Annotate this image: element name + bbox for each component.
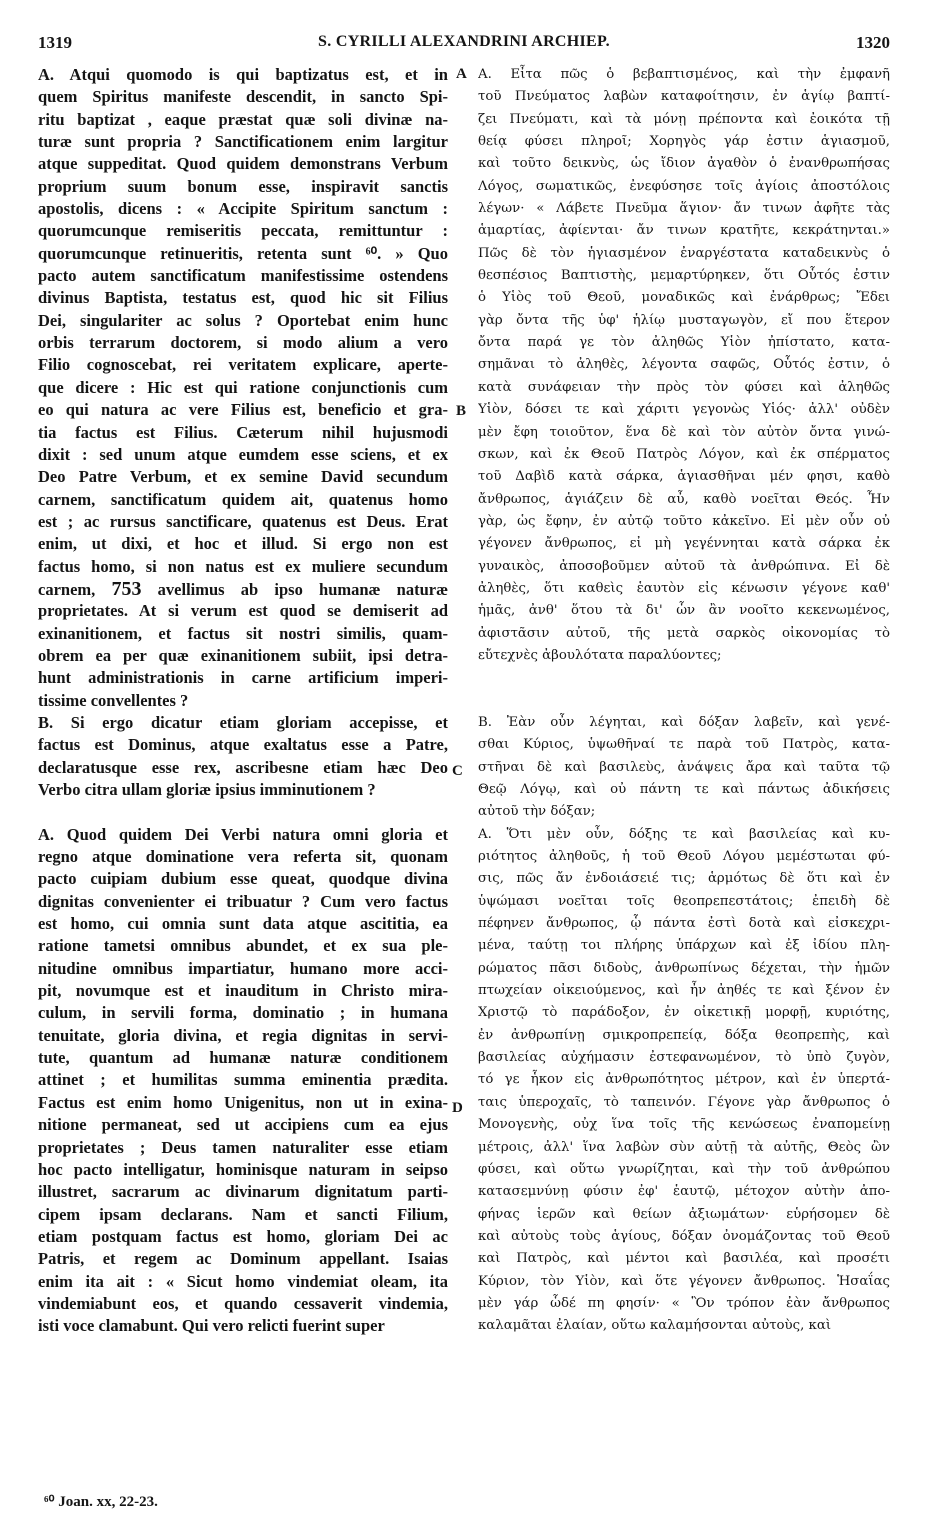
text-line: γέγονεν ἄνθρωπος, εἰ μὴ γεγέννηται κατὰ σάρκα ἐκ bbox=[478, 536, 890, 552]
text-line: Verbo citra ullam gloriæ ipsius imminutionem ? bbox=[38, 780, 376, 799]
text-line: divinus Baptista, testatus est, quod hic sit Filius bbox=[38, 288, 448, 308]
text-line: eo qui natura ac vere Filius est, beneficio et gra- bbox=[38, 400, 448, 420]
column-number-marker: 753 bbox=[111, 577, 142, 600]
text-line: etiam postquam factus est homo, gloriam Dei ac bbox=[38, 1226, 448, 1246]
text-line: ρώματος πᾶσι διδοὺς, ἀνθρωπίνως δέχεται, τὴν ἡμῶν bbox=[478, 960, 890, 976]
text-line: est homo, cui omnia sunt data atque ascititia, ea bbox=[38, 914, 448, 934]
text-line bbox=[478, 690, 890, 712]
text-line: βασιλείας αὐχήμασιν ἐστεφανωμένον, τὸ ὑπὸ ζυγὸν, bbox=[478, 1050, 890, 1066]
text-line: B. Si ergo dicatur etiam gloriam accepisse, et bbox=[38, 712, 448, 732]
text-line: τό γε ἧκον εἰς ἀνθρωπότητος μέτρον, καὶ ἐν ὑπερτά- bbox=[478, 1072, 890, 1088]
text-line: λέγων· « Λάβετε Πνεῦμα ἅγιον· ἄν τινων ἀφῆτε τὰς bbox=[478, 201, 890, 217]
text-line: attinet ; et humilitas summa eminentia prædita. bbox=[38, 1070, 448, 1090]
text-line: Θεῷ Λόγῳ, καὶ οὐ πάντη τε καὶ πάντως ἀδικήσεις bbox=[478, 782, 890, 797]
footnote: ⁶⁰ Joan. xx, 22-23. bbox=[44, 1494, 158, 1510]
text-line: Μονογενὴς, οὐχ ἵνα τοῖς τῆς κενώσεως ἐναπομείνῃ bbox=[478, 1117, 890, 1133]
text-line: μὲν γάρ ὧδέ πη φησίν· « Ὃν τρόπον ἐὰν ἄνθρωπος bbox=[478, 1295, 890, 1311]
text-line: pacto autem sanctificatum manifestissime ostendens bbox=[38, 266, 448, 286]
running-title: S. CYRILLI ALEXANDRINI ARCHIEP. bbox=[318, 33, 610, 50]
text-line: κατασεμνύνῃ φύσιν ἐφ' ἑαυτῷ, μέτοχον αὐτὴν ἀπο- bbox=[478, 1184, 890, 1200]
text-line: Β. Ἐὰν οὖν λέγηται, καὶ δόξαν λαβεῖν, καὶ γενέ- bbox=[478, 714, 890, 730]
text-line: dignitas convenienter ei tribuatur ? Cum vero factus bbox=[38, 891, 448, 911]
text-line: θείᾳ φύσει πληροῖ; Χορηγὸς γάρ ἐστιν ἁγιασμοῦ, bbox=[478, 134, 890, 150]
text-line: quem Spiritus manifeste descendit, in sancto Spi- bbox=[38, 87, 448, 107]
text-line: declaratusque esse rex, ascribesne etiam hæc Deo bbox=[38, 757, 448, 777]
text-line: culum, in servili forma, dominatio ; in humana bbox=[38, 1003, 448, 1023]
text-line: Χριστῷ τὸ παράδοξον, ἐν οἰκετικῇ μορφῇ, κυριότης, bbox=[478, 1005, 890, 1021]
page-number-left: 1319 bbox=[38, 33, 72, 52]
text-line: ἀληθὲς, ὅτι καθεὶς ἑαυτὸν εἰς κένωσιν γέγονε καθ' bbox=[478, 580, 890, 596]
text-line: ταις ὑπεροχαῖς, τὸ ταπεινόν. Γέγονε γὰρ ἄνθρωπος ὁ bbox=[478, 1094, 890, 1110]
running-header bbox=[38, 33, 890, 55]
text-line: quorumcunque remiseritis peccata, remittuntur : bbox=[38, 221, 448, 241]
text-line: ὄντα παρά γε τὸν ἀληθῶς Υἱὸν ἠπίστατο, κατα- bbox=[478, 335, 890, 351]
text-line: atque suppeditat. Quod quidem demonstrans Verbum bbox=[38, 154, 448, 174]
text-line: est ; ac rursus sanctificare, quatenus est Deus. Erat bbox=[38, 511, 448, 531]
text-line: γὰρ ὄντα τῆς ὑφ' ἡλίῳ μυσταγωγὸν, εἴ που ἕτερον bbox=[478, 312, 890, 328]
text-line: καὶ Πατρὸς, καὶ μέντοι καὶ βασιλέα, καὶ προσέτι bbox=[478, 1251, 890, 1267]
text-line: A. Atqui quomodo is qui baptizatus est, et in bbox=[38, 65, 448, 84]
text-line: regno atque dominatione vera referta sit, quonam bbox=[38, 847, 448, 867]
text-line: pacto cuipiam dubium esse queat, quodque divina bbox=[38, 869, 448, 889]
text-line: γὰρ, ὡς ἔφην, ἐν αὐτῷ τοῦτο κἀκεῖνο. Εἰ μὲν οὖν οὐ bbox=[478, 513, 890, 529]
text-line: nitione permaneat, sed ut accipiens cum ea ejus bbox=[38, 1115, 448, 1135]
text-line: Λόγος, σωματικῶς, ἐνεφύσησε τοῖς ἁγίοις ἀποστόλοις bbox=[478, 178, 890, 194]
text-line: tute, quantum ad humanæ naturæ conditionem bbox=[38, 1048, 448, 1068]
text-line: Filio cognoscebat, rei veritatem explicare, aperte- bbox=[38, 355, 448, 375]
text-line: A. Quod quidem Dei Verbi natura omni gloria et bbox=[38, 824, 448, 844]
text-line: ὑψώμασι νοεῖται τοῖς θεοπρεπεστάτοις; ἐπειδὴ δὲ bbox=[478, 893, 890, 909]
text-line: Deo Patre Verbum, et ex semine David secundum bbox=[38, 467, 448, 487]
text-line: γυναικὸς, ἀποσοβοῦμεν αὐτοῦ τὰ ἀνθρώπινα. Εἰ δὲ bbox=[478, 558, 890, 574]
text-line: φύσει, καὶ οὕτω γνωρίζηται, καὶ τὴν τοῦ ἀνθρώπου bbox=[478, 1161, 890, 1177]
text-line: Υἱὸν, δόσει τε καὶ χάριτι γεγονὼς Υἱός· ἀλλ' οὐδὲν bbox=[478, 402, 890, 418]
text-line: τοῦ Πνεύματος λαβὼν καταφοίτησιν, ἐν ἁγίῳ βαπτί- bbox=[478, 89, 890, 105]
text-line: quorumcunque retinueritis, retenta sunt ⁶⁰. » Quo bbox=[38, 243, 448, 263]
text-line: ἄνθρωπος, ἁγιάζειν δὲ αὖ, καθὸ νοεῖται Θεός. Ἦν bbox=[478, 491, 890, 507]
text-line: pit, novumque est et inauditum in Christo mira- bbox=[38, 981, 448, 1001]
latin-column bbox=[38, 64, 448, 1484]
text-line: στῆναι δὲ καὶ βασιλεὺς, ἀνάψεις ἄρα καὶ ταῦτα τῷ bbox=[478, 759, 890, 775]
text-line: θεσπέσιος Βαπτιστὴς, μεμαρτύρηκεν, ὅτι Οὗτός ἐστιν bbox=[478, 268, 890, 284]
text-line: tia factus est Filius. Cæterum nihil hujusmodi bbox=[38, 422, 448, 442]
text-line: proprietates ; Deus tamen naturaliter esse etiam bbox=[38, 1137, 448, 1157]
text-line: ἡμᾶς, ἀνθ' ὅτου τὰ δι' ὧν ἂν νοοῖτο κεκενωμένος, bbox=[478, 603, 890, 619]
text-line: ζει Πνεύματι, καὶ τὰ μόνῃ πρέποντα καὶ ἐοικότα τῇ bbox=[478, 111, 890, 127]
text-line: ὁ Υἱὸς τοῦ Θεοῦ, μοναδικῶς καὶ ἐνάρθρως; Ἔδει bbox=[478, 290, 890, 306]
text-line bbox=[38, 801, 448, 823]
margin-letter-a: A bbox=[456, 66, 467, 82]
text-line: μέτροις, ἀλλ' ἵνα λαβὼν σὺν αὐτῇ τὰ αὐτῆς, Θεὸς ὢν bbox=[478, 1139, 890, 1155]
text-line: proprietates. At si verum est quod se demiserit ad bbox=[38, 601, 448, 621]
text-line: obrem ea per quæ exinanitionem subiit, ipsi detra- bbox=[38, 645, 448, 665]
text-line: καὶ τοῦτο δεικνὺς, ὡς ἴδιον ἀγαθὸν ὁ ἐνανθρωπήσας bbox=[478, 156, 890, 172]
text-line: σημᾶναι τὸ ἀληθὲς, λέγοντα σαφῶς, Οὗτός ἐστιν, ὁ bbox=[478, 357, 890, 373]
text-line: illustret, sacrarum ac divinarum dignitatum parti- bbox=[38, 1182, 448, 1202]
text-line: σις, πῶς ἄν ἐνδοιάσειέ τις; ἁρμότως δὲ ὅτι καὶ ἐν bbox=[478, 871, 890, 887]
margin-letter-b: B bbox=[456, 403, 467, 419]
text-line: Patris, et regem ac Dominum appellant. Isaias bbox=[38, 1249, 448, 1269]
text-line: enim, ut dixi, et hoc et illud. Si ergo non est bbox=[38, 534, 448, 554]
text-line: orbis terrarum doctorem, si modo alium a vero bbox=[38, 333, 448, 353]
text-line: tenuitate, gloria divina, et regia dignitas in servi- bbox=[38, 1025, 448, 1045]
text-line: φήνας ἱερῶν καὶ θείων ἀξιωμάτων· εὑρήσομεν δὲ bbox=[478, 1206, 890, 1222]
text-line: carnem, sanctificatum quidem ait, quatenus homo bbox=[38, 489, 448, 509]
text-line: tissime convellentes ? bbox=[38, 690, 189, 710]
text-line: enim ita ait : « Sicut homo vindemiat oleam, ita bbox=[38, 1271, 448, 1291]
text-line: μὲν ἔφη τοιοῦτον, ἕνα δὲ καὶ τὸν αὐτὸν ὄντα γινώ- bbox=[478, 424, 890, 440]
text-line: Α. Εἶτα πῶς ὁ βεβαπτισμένος, καὶ τὴν ἐμφανῆ bbox=[478, 67, 890, 82]
text-line: καλαμᾶται ἐλαίαν, οὕτω καλαμήσονται αὐτοὺς, καὶ bbox=[478, 1318, 832, 1334]
text-line: cipem ipsam declarans. Nam et sancti Filium, bbox=[38, 1204, 448, 1224]
text-line: vindemiabunt eos, et quando cessaverit vindemia, bbox=[38, 1293, 448, 1313]
text-line: καὶ αὐτοὺς τοὺς ἁγίους, δόξαν ὀνομάζοντας τοῦ Θεοῦ bbox=[478, 1228, 890, 1244]
text-line: exinanitionem, et factus sit nostri similis, quam- bbox=[38, 623, 448, 643]
text-line: factus homo, si non natus est ex muliere secundum bbox=[38, 556, 448, 576]
text-line: hunt administrationis in carne artificium imperi- bbox=[38, 668, 448, 688]
text-line: Κύριον, τὸν Υἱὸν, καὶ ὅτε γέγονεν ἄνθρωπος. Ἡσαΐας bbox=[478, 1273, 890, 1289]
text-line: factus est Dominus, atque exaltatus esse a Patre, bbox=[38, 735, 448, 755]
text-line: τοῦ Δαβὶδ κατὰ σάρκα, ἁγιασθῆναι μέν φησι, καθὸ bbox=[478, 469, 890, 485]
text-line: que dicere : Hic est qui ratione conjunctionis cum bbox=[38, 377, 448, 397]
text-line: Πῶς δὲ τὸν ἡγιασμένον ἐναργέστατα καταδεικνὺς ὁ bbox=[478, 245, 890, 261]
text-line: isti voce clamabunt. Qui vero relicti fuerint super bbox=[38, 1316, 385, 1336]
text-line: κατὰ συνάφειαν τὴν πρὸς τὸν φύσει καὶ ἀληθῶς bbox=[478, 379, 890, 395]
text-line: apostolis, dicens : « Accipite Spiritum sanctum : bbox=[38, 199, 448, 219]
text-line: carnem, 753 avellimus ab ipso humanæ naturæ bbox=[38, 577, 448, 600]
text-line: ἐν ἀνθρωπίνῃ σμικροπρεπείᾳ, δόξα θεοπρεπὴς, καὶ bbox=[478, 1027, 890, 1043]
greek-column bbox=[478, 64, 890, 1484]
text-line: πτωχείαν οἰκειούμενος, καὶ ἦν ἀηθές τε καὶ ξένον ἐν bbox=[478, 983, 890, 999]
text-line: σκων, καὶ ἐκ Θεοῦ Πατρὸς Λόγον, καὶ ἐκ σπέρματος bbox=[478, 446, 890, 462]
text-line: proprium suum bonum esse, inspiravit sanctis bbox=[38, 176, 448, 196]
text-line: turæ sunt propria ? Sanctificationem enim largitur bbox=[38, 132, 448, 152]
text-line: ἀφιστᾶσιν αὐτοῦ, τῆς μετὰ σαρκὸς οἰκονομίας τὸ bbox=[478, 625, 890, 641]
text-line: Factus est enim homo Unigenitus, non ut in exina- bbox=[38, 1092, 448, 1112]
text-line: dixit : sed unum atque eumdem esse sciens, et ex bbox=[38, 444, 448, 464]
text-line bbox=[478, 667, 890, 689]
text-line: ἁμαρτίας, ἀφίενται· ἄν τινων κρατῆτε, κεκράτηνται.» bbox=[478, 223, 890, 239]
text-line: nitudine omnibus impartiatur, humano more acci- bbox=[38, 958, 448, 978]
margin-letter-c: C bbox=[452, 763, 463, 779]
text-line: αὐτοῦ τὴν δόξαν; bbox=[478, 804, 596, 820]
page-number-right: 1320 bbox=[856, 33, 890, 52]
text-line: σθαι Κύριος, ὑψωθῆναί τε παρὰ τοῦ Πατρὸς, κατα- bbox=[478, 737, 890, 753]
text-line: Dei, singulariter ac solus ? Oportebat enim hunc bbox=[38, 310, 448, 330]
text-line: Α. Ὅτι μὲν οὖν, δόξης τε καὶ βασιλείας καὶ κυ- bbox=[478, 826, 890, 842]
text-line: μένα, ταύτῃ τοι πλήρης ὑπάρχων καὶ ἐξ ἰδίου πλη- bbox=[478, 938, 890, 954]
text-line: hoc pacto intelligatur, hominisque naturam in seipso bbox=[38, 1159, 448, 1179]
margin-letter-d: D bbox=[452, 1100, 463, 1116]
text-line: ratione tametsi omnibus abundet, et ex sua ple- bbox=[38, 936, 448, 956]
text-line: ritu baptizat , eaque præstat quæ soli divinæ na- bbox=[38, 109, 448, 129]
text-line: ριότητος ἀληθοῦς, ἡ τοῦ Θεοῦ Λόγου μεμέστωται φύ- bbox=[478, 849, 890, 865]
text-line: εὔτεχνὲς ἀβουλότατα παραλύοντες; bbox=[478, 647, 722, 663]
text-line: πέφηνεν ἄνθρωπος, ᾧ πάντα ἐστὶ δοτὰ καὶ εἰσκεχρι- bbox=[478, 916, 890, 932]
